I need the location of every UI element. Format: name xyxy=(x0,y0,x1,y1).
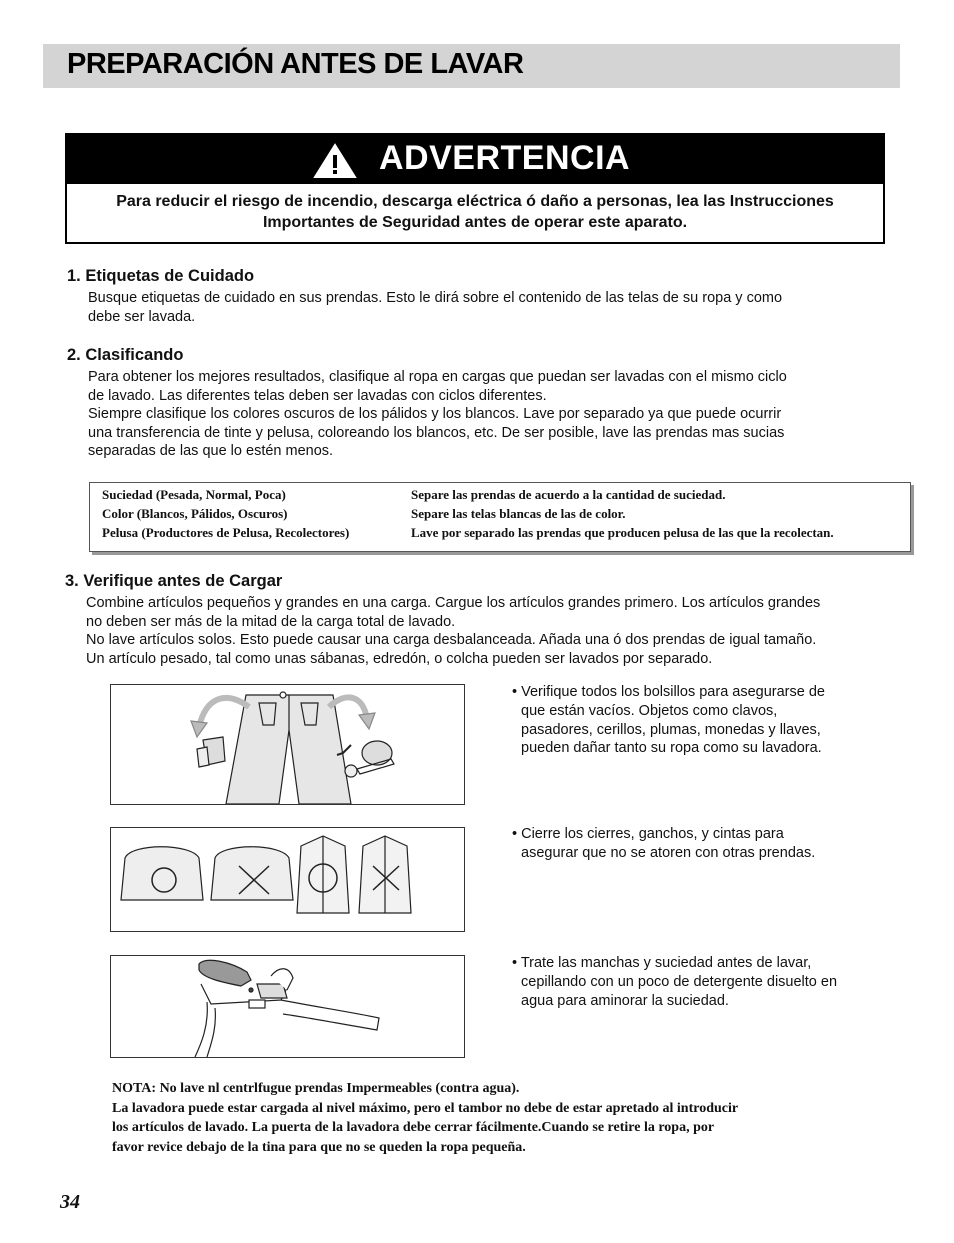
text-line: Siempre clasifique los colores oscuros de los pálidos y los blancos. Lave por separado ya que puede ocurrir xyxy=(88,406,782,423)
bullet-close-zippers xyxy=(512,825,815,863)
text-line: • Trate las manchas y suciedad antes de lavar, xyxy=(512,955,812,971)
text-line: asegurar que no se atoren con otras prendas. xyxy=(521,844,816,861)
zippers-illustration xyxy=(110,827,465,932)
warning-title: ADVERTENCIA xyxy=(379,139,631,177)
stains-illustration xyxy=(110,955,465,1058)
text-line: • Verifique todos los bolsillos para asegurarse de xyxy=(512,684,825,700)
table-row xyxy=(102,487,906,506)
text-line: cepillando con un poco de detergente disuelto en xyxy=(521,973,838,990)
section-body-sorting xyxy=(88,368,787,461)
text-line: pasadores, cerillos, plumas, monedas y llaves, xyxy=(521,721,821,738)
bullet-treat-stains xyxy=(512,954,837,1010)
section-title-care-labels: 1. Etiquetas de Cuidado xyxy=(67,267,255,285)
table-cell-category: Color (Blancos, Pálidos, Oscuros) xyxy=(102,506,288,521)
note-line: favor revice debajo de la tina para que no se queden la ropa pequeña. xyxy=(112,1139,526,1155)
section-title-check-before-loading: 3. Verifique antes de Cargar xyxy=(65,572,283,590)
table-cell-instruction: Lave por separado las prendas que producen pelusa de las que la recolectan. xyxy=(411,525,834,540)
text-line: Busque etiquetas de cuidado en sus prendas. Esto le dirá sobre el contenido de las telas de su ropa y como xyxy=(88,290,783,306)
text-line: no deben ser más de la mitad de la carga total de lavado. xyxy=(86,613,456,630)
sorting-table xyxy=(89,482,911,552)
pants-pockets-icon xyxy=(111,685,464,804)
warning-triangle-icon xyxy=(313,143,357,179)
page-header-bar xyxy=(43,44,900,88)
text-line: de lavado. Las diferentes telas deben ser lavadas con ciclos diferentes. xyxy=(88,387,547,404)
text-line: separadas de las que lo estén menos. xyxy=(88,443,334,460)
text-line: una transferencia de tinte y pelusa, coloreando los blancos, etc. De ser posible, lave las prendas mas sucias xyxy=(88,424,785,441)
note-line: NOTA: No lave nl centrlfugue prendas Impermeables (contra agua). xyxy=(112,1081,520,1096)
note-line: La lavadora puede estar cargada al nivel máximo, pero el tambor no debe de estar apretado al introducir xyxy=(112,1100,739,1116)
bullet-check-pockets xyxy=(512,683,825,758)
section-title-sorting: 2. Clasificando xyxy=(67,346,184,364)
table-row xyxy=(102,506,906,525)
table-row xyxy=(102,525,906,544)
text-line: Combine artículos pequeños y grandes en una carga. Cargue los artículos grandes primero. Los artículos grandes xyxy=(86,595,821,611)
text-line: debe ser lavada. xyxy=(88,308,196,325)
section-body-care-labels xyxy=(88,289,782,326)
text-line: Para obtener los mejores resultados, clasifique al ropa en cargas que puedan ser lavadas con el mismo ciclo xyxy=(88,369,787,385)
page-title: PREPARACIÓN ANTES DE LAVAR xyxy=(67,48,524,80)
text-line: • Cierre los cierres, ganchos, y cintas para xyxy=(512,826,784,842)
table-cell-category: Suciedad (Pesada, Normal, Poca) xyxy=(102,487,286,502)
pockets-illustration xyxy=(110,684,465,805)
shirts-zippers-icon xyxy=(111,828,464,931)
page-number: 34 xyxy=(60,1191,80,1213)
text-line: pueden dañar tanto su ropa como su lavadora. xyxy=(521,740,822,757)
warning-box xyxy=(65,133,885,244)
note-block xyxy=(112,1079,738,1157)
table-cell-instruction: Separe las telas blancas de las de color. xyxy=(411,506,626,521)
text-line: que están vacíos. Objetos como clavos, xyxy=(521,702,778,719)
table-cell-category: Pelusa (Productores de Pelusa, Recolectores) xyxy=(102,525,350,540)
detergent-bottle-icon xyxy=(111,956,464,1057)
text-line: No lave artículos solos. Esto puede causar una carga desbalanceada. Añada una ó dos prendas de igual tamaño. xyxy=(86,632,817,649)
warning-header xyxy=(67,135,883,184)
warning-text: Para reducir el riesgo de incendio, descarga eléctrica ó daño a personas, lea las Instrucciones Importantes de Seguridad antes de operar este aparato. xyxy=(116,193,834,231)
table-cell-instruction: Separe las prendas de acuerdo a la cantidad de suciedad. xyxy=(411,487,726,502)
section-body-check-before-loading xyxy=(86,594,820,668)
text-line: Un artículo pesado, tal como unas sábanas, edredón, o colcha pueden ser lavados por separado. xyxy=(86,650,713,667)
note-line: los artículos de lavado. La puerta de la lavadora debe cerrar fácilmente.Cuando se retire la ropa, por xyxy=(112,1120,715,1135)
text-line: agua para aminorar la suciedad. xyxy=(521,992,729,1009)
